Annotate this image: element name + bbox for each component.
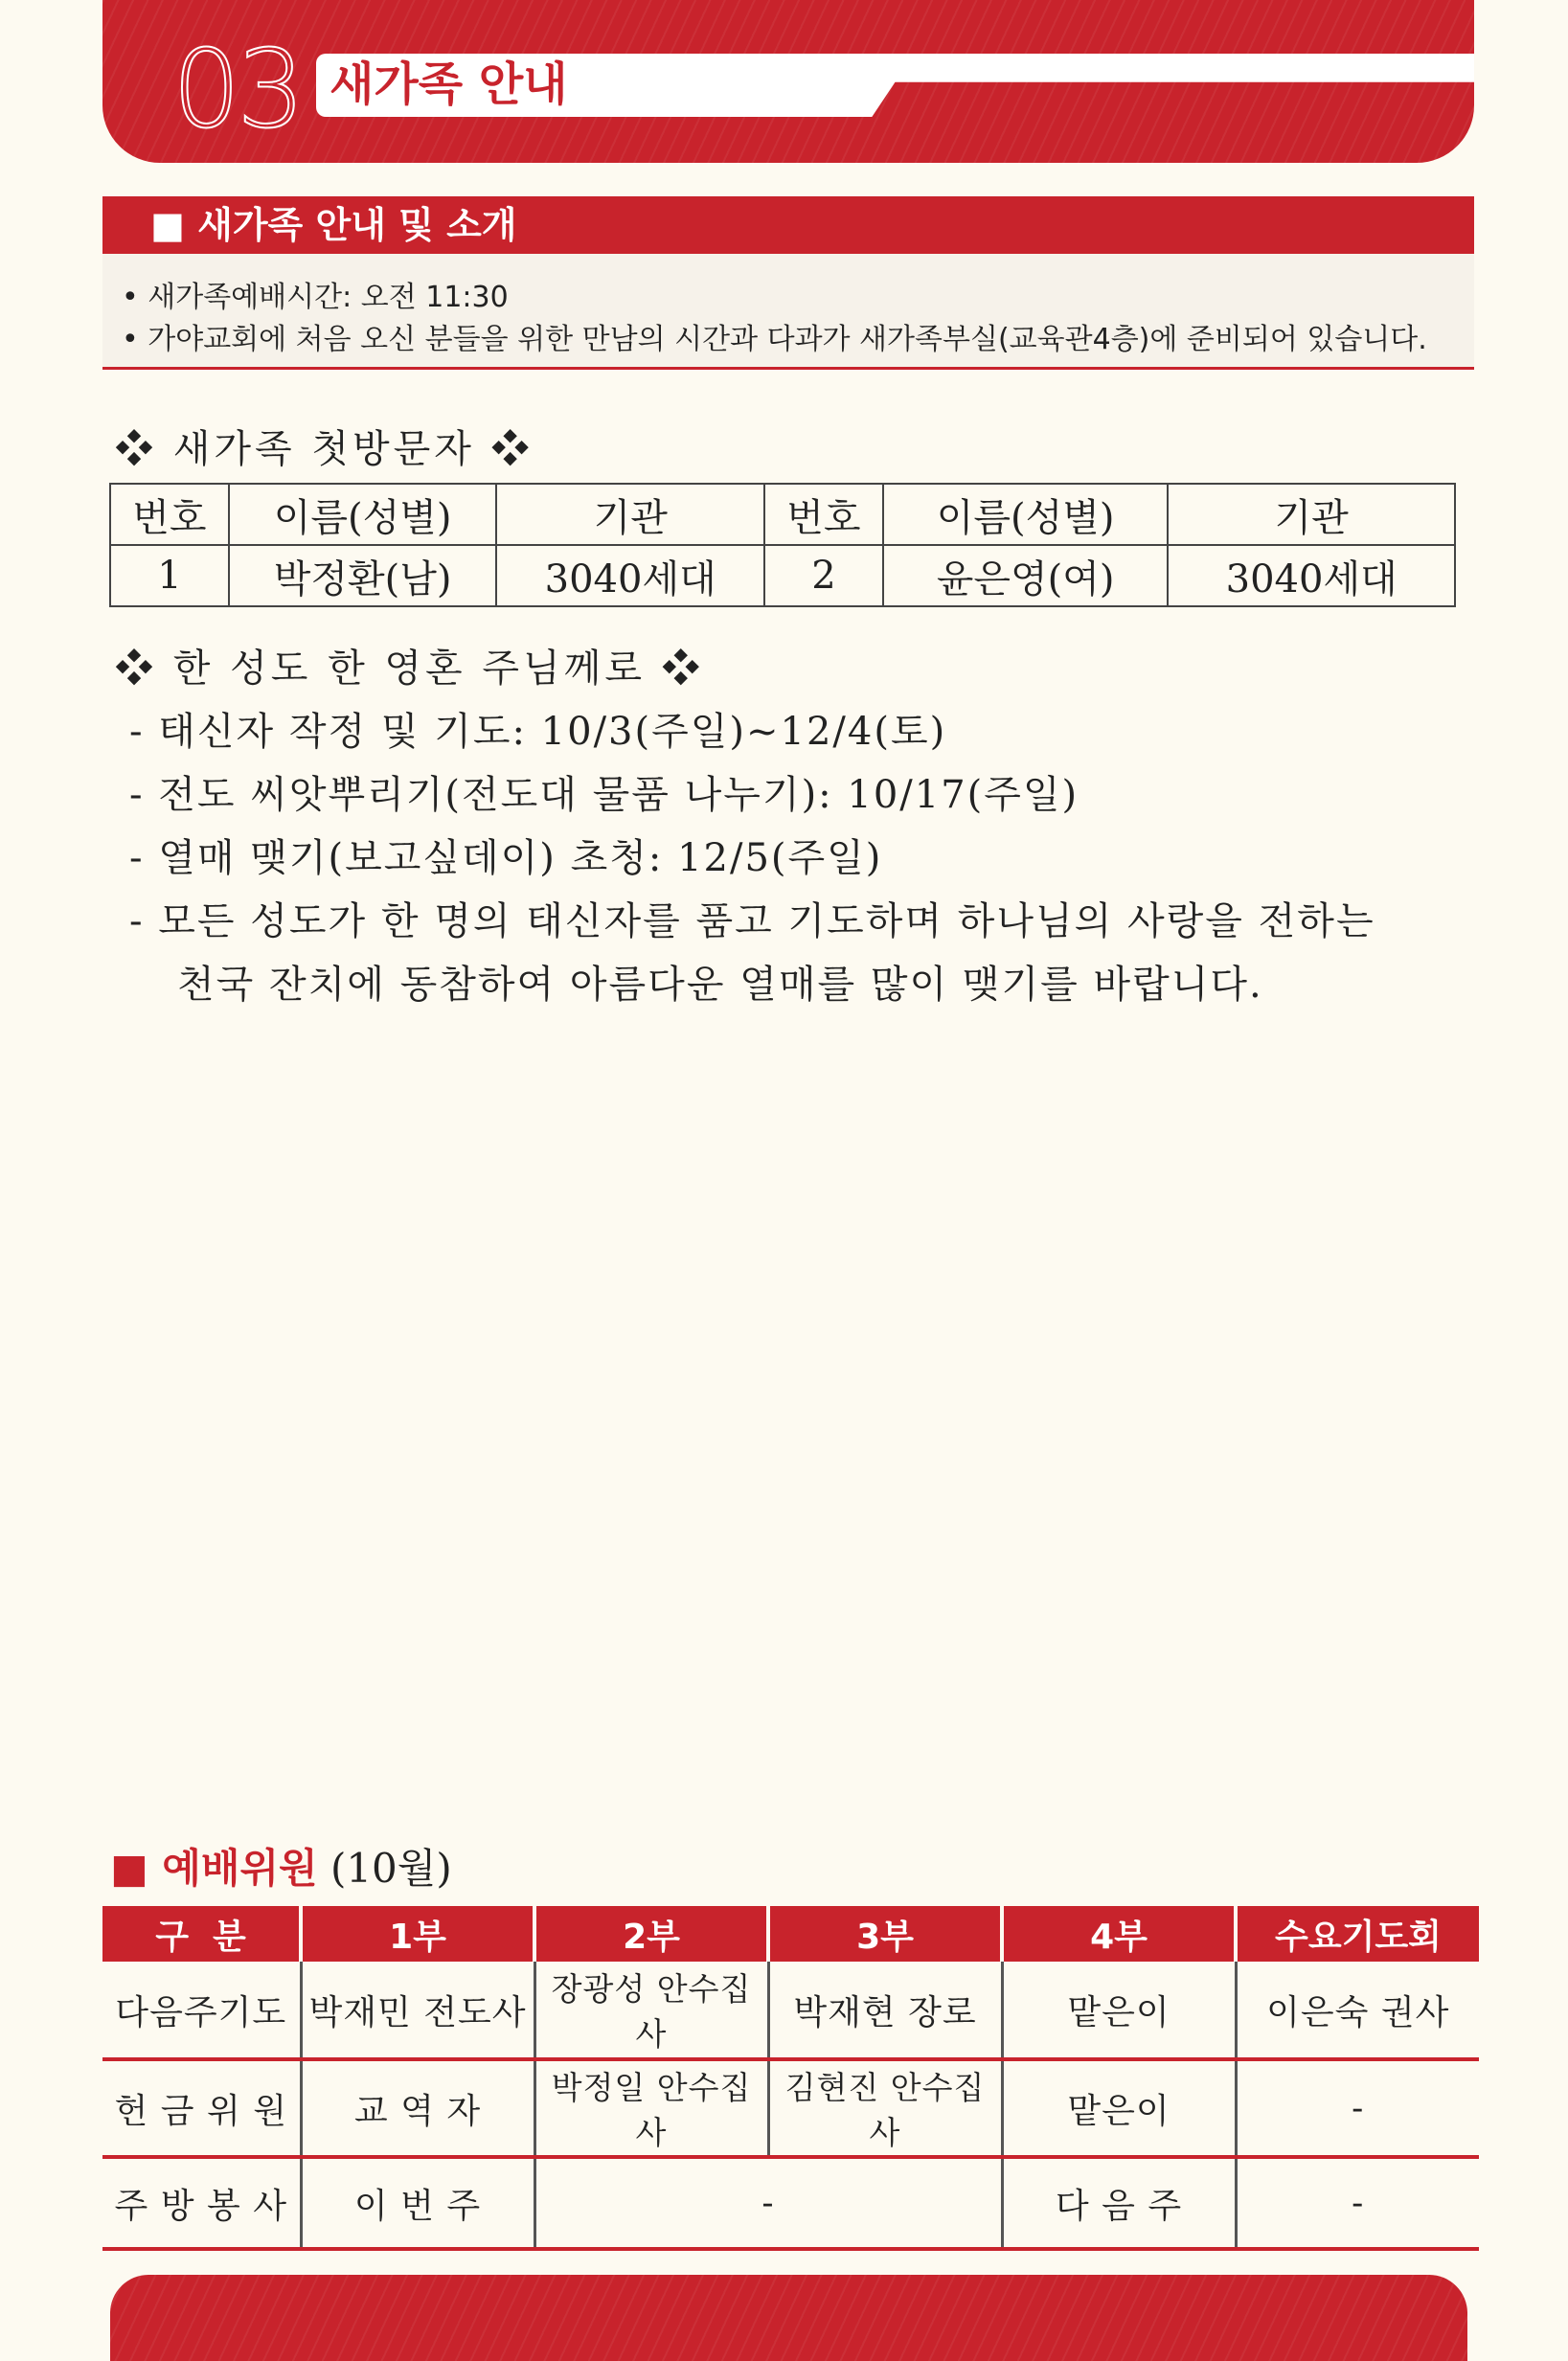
table-row [102, 2059, 1479, 2157]
page-title: 새가족 안내 [330, 57, 568, 111]
table-cell: 맡은이 [1002, 1962, 1236, 2059]
header-cell: 수요기도회 [1236, 1906, 1479, 1962]
visitors-table [109, 483, 1456, 607]
table-cell: 윤은영(여) [883, 545, 1169, 606]
header-cell: 이름(성별) [883, 484, 1169, 545]
table-cell: - [534, 2157, 1002, 2249]
table-cell: 박정환(남) [229, 545, 497, 606]
worship-committee-title [110, 1837, 452, 1895]
table-cell: 박재현 장로 [768, 1962, 1002, 2059]
table-cell: 주 방 봉 사 [102, 2157, 301, 2249]
table-header-row [102, 1906, 1479, 1962]
header-cell: 이름(성별) [229, 484, 497, 545]
evangelism-heading: ❖ 한 성도 한 영혼 주님께로 ❖ [115, 647, 704, 691]
table-row [102, 1962, 1479, 2059]
header-cell: 2부 [534, 1906, 768, 1962]
table-cell: 맡은이 [1002, 2059, 1236, 2157]
list-item: - 열매 맺기(보고싶데이) 초청: 12/5(주일) [129, 836, 883, 880]
footer-band [110, 2275, 1467, 2361]
table-cell: 이은숙 권사 [1236, 1962, 1479, 2059]
table-cell: 헌 금 위 원 [102, 2059, 301, 2157]
header-cell: 기관 [1168, 484, 1455, 545]
section-title: ■ 새가족 안내 및 소개 [150, 204, 517, 246]
table-cell: 1 [110, 545, 229, 606]
table-cell: 다음주기도 [102, 1962, 301, 2059]
header-cell: 구 분 [102, 1906, 301, 1962]
header-cell: 3부 [768, 1906, 1002, 1962]
section-bar [102, 196, 1474, 254]
table-cell: 3040세대 [496, 545, 764, 606]
header-cell: 기관 [496, 484, 764, 545]
table-cell: 다 음 주 [1002, 2157, 1236, 2249]
list-item: - 전도 씨앗뿌리기(전도대 물품 나누기): 10/17(주일) [129, 773, 1079, 817]
header-cell: 1부 [301, 1906, 534, 1962]
welcome-line: • 가야교회에 처음 오신 분들을 위한 만남의 시간과 다과가 새가족부실(교육관4층)에 준비되어 있습니다. [122, 323, 1427, 356]
list-item: - 태신자 작정 및 기도: 10/3(주일)~12/4(토) [129, 710, 947, 754]
table-cell: - [1236, 2059, 1479, 2157]
worship-committee-month: (10월) [330, 1845, 452, 1892]
worship-time-line: • 새가족예배시간: 오전 11:30 [122, 281, 509, 314]
worship-committee-table [102, 1906, 1479, 2251]
table-cell: 김현진 안수집사 [768, 2059, 1002, 2157]
table-row [110, 545, 1455, 606]
list-item-continuation: 천국 잔치에 동참하여 아름다운 열매를 많이 맺기를 바랍니다. [177, 963, 1263, 1007]
worship-committee-label: ■ 예배위원 [110, 1845, 318, 1892]
list-item: - 모든 성도가 한 명의 태신자를 품고 기도하며 하나님의 사랑을 전하는 [129, 899, 1375, 943]
table-cell: 교 역 자 [301, 2059, 534, 2157]
table-cell: 박정일 안수집사 [534, 2059, 768, 2157]
table-header-row [110, 484, 1455, 545]
table-cell: 박재민 전도사 [301, 1962, 534, 2059]
visitors-heading: ❖ 새가족 첫방문자 ❖ [115, 427, 534, 471]
header-cell: 4부 [1002, 1906, 1236, 1962]
table-cell: - [1236, 2157, 1479, 2249]
table-cell: 이 번 주 [301, 2157, 534, 2249]
table-cell: 3040세대 [1168, 545, 1455, 606]
table-cell: 장광성 안수집사 [534, 1962, 768, 2059]
info-box [102, 254, 1474, 370]
section-number: 03 [172, 28, 302, 152]
table-cell: 2 [764, 545, 883, 606]
header-cell: 번호 [764, 484, 883, 545]
header-cell: 번호 [110, 484, 229, 545]
table-row [102, 2157, 1479, 2249]
